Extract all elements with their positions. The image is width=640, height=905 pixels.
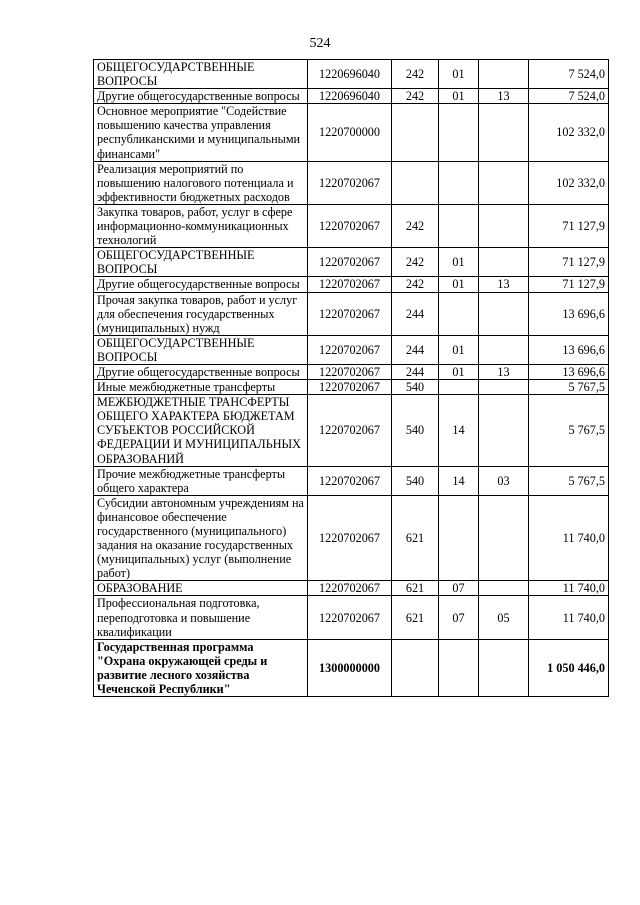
row-name-cell: Другие общегосударственные вопросы bbox=[94, 89, 308, 104]
table-row bbox=[94, 60, 609, 89]
row-subsection-cell bbox=[479, 495, 529, 581]
row-expense-type-cell: 540 bbox=[392, 380, 439, 395]
row-code-cell: 1220702067 bbox=[308, 466, 392, 495]
row-subsection-cell bbox=[479, 380, 529, 395]
row-amount-cell: 102 332,0 bbox=[529, 104, 609, 161]
table-row bbox=[94, 104, 609, 161]
row-section-cell bbox=[439, 204, 479, 247]
row-subsection-cell bbox=[479, 104, 529, 161]
row-section-cell: 01 bbox=[439, 248, 479, 277]
table-row bbox=[94, 495, 609, 581]
row-amount-cell: 11 740,0 bbox=[529, 596, 609, 639]
row-amount-cell: 71 127,9 bbox=[529, 204, 609, 247]
row-section-cell: 07 bbox=[439, 581, 479, 596]
table-row bbox=[94, 89, 609, 104]
row-expense-type-cell: 242 bbox=[392, 277, 439, 292]
row-code-cell: 1300000000 bbox=[308, 639, 392, 696]
row-expense-type-cell: 621 bbox=[392, 581, 439, 596]
row-amount-cell: 7 524,0 bbox=[529, 89, 609, 104]
table-row bbox=[94, 466, 609, 495]
row-section-cell bbox=[439, 161, 479, 204]
row-name-cell: МЕЖБЮДЖЕТНЫЕ ТРАНСФЕРТЫ ОБЩЕГО ХАРАКТЕРА БЮДЖЕТАМ СУБЪЕКТОВ РОССИЙСКОЙ ФЕДЕРАЦИИ И МУНИЦИПАЛЬНЫХ ОБРАЗОВАНИЙ bbox=[94, 395, 308, 466]
row-code-cell: 1220696040 bbox=[308, 60, 392, 89]
row-expense-type-cell: 244 bbox=[392, 364, 439, 379]
row-code-cell: 1220702067 bbox=[308, 581, 392, 596]
row-expense-type-cell: 540 bbox=[392, 466, 439, 495]
row-amount-cell: 5 767,5 bbox=[529, 395, 609, 466]
row-code-cell: 1220702067 bbox=[308, 596, 392, 639]
table-row bbox=[94, 581, 609, 596]
row-name-cell: Закупка товаров, работ, услуг в сфере информационно-коммуникационных технологий bbox=[94, 204, 308, 247]
row-code-cell: 1220696040 bbox=[308, 89, 392, 104]
row-amount-cell: 13 696,6 bbox=[529, 364, 609, 379]
page-number: 524 bbox=[309, 36, 331, 51]
row-code-cell: 1220702067 bbox=[308, 161, 392, 204]
row-subsection-cell bbox=[479, 161, 529, 204]
row-expense-type-cell bbox=[392, 639, 439, 696]
table-row bbox=[94, 161, 609, 204]
row-code-cell: 1220702067 bbox=[308, 495, 392, 581]
row-expense-type-cell: 244 bbox=[392, 335, 439, 364]
row-expense-type-cell: 242 bbox=[392, 89, 439, 104]
row-name-cell: ОБЩЕГОСУДАРСТВЕННЫЕ ВОПРОСЫ bbox=[94, 60, 308, 89]
row-name-cell: Основное мероприятие "Содействие повышению качества управления республиканскими и муниципальными финансами" bbox=[94, 104, 308, 161]
row-subsection-cell: 05 bbox=[479, 596, 529, 639]
row-amount-cell: 102 332,0 bbox=[529, 161, 609, 204]
row-subsection-cell: 03 bbox=[479, 466, 529, 495]
row-code-cell: 1220702067 bbox=[308, 292, 392, 335]
row-expense-type-cell: 242 bbox=[392, 248, 439, 277]
row-expense-type-cell: 540 bbox=[392, 395, 439, 466]
table-row bbox=[94, 380, 609, 395]
row-section-cell: 01 bbox=[439, 364, 479, 379]
row-name-cell: ОБЩЕГОСУДАРСТВЕННЫЕ ВОПРОСЫ bbox=[94, 248, 308, 277]
table-row bbox=[94, 277, 609, 292]
row-name-cell: ОБРАЗОВАНИЕ bbox=[94, 581, 308, 596]
row-subsection-cell bbox=[479, 335, 529, 364]
row-section-cell bbox=[439, 104, 479, 161]
row-amount-cell: 1 050 446,0 bbox=[529, 639, 609, 696]
table-row bbox=[94, 364, 609, 379]
table-row bbox=[94, 248, 609, 277]
row-amount-cell: 5 767,5 bbox=[529, 466, 609, 495]
row-section-cell bbox=[439, 639, 479, 696]
row-name-cell: Реализация мероприятий по повышению налогового потенциала и эффективности бюджетных расходов bbox=[94, 161, 308, 204]
row-expense-type-cell: 244 bbox=[392, 292, 439, 335]
row-subsection-cell: 13 bbox=[479, 277, 529, 292]
row-name-cell: Профессиональная подготовка, переподготовка и повышение квалификации bbox=[94, 596, 308, 639]
row-subsection-cell bbox=[479, 60, 529, 89]
table-row bbox=[94, 292, 609, 335]
row-section-cell: 01 bbox=[439, 89, 479, 104]
row-expense-type-cell bbox=[392, 161, 439, 204]
row-subsection-cell bbox=[479, 395, 529, 466]
table-row bbox=[94, 395, 609, 466]
row-section-cell: 07 bbox=[439, 596, 479, 639]
row-name-cell: Другие общегосударственные вопросы bbox=[94, 277, 308, 292]
row-section-cell: 01 bbox=[439, 60, 479, 89]
row-amount-cell: 13 696,6 bbox=[529, 335, 609, 364]
row-code-cell: 1220702067 bbox=[308, 395, 392, 466]
row-subsection-cell bbox=[479, 639, 529, 696]
row-code-cell: 1220702067 bbox=[308, 364, 392, 379]
table-row bbox=[94, 596, 609, 639]
row-name-cell: Государственная программа "Охрана окружающей среды и развитие лесного хозяйства Чеченской Республики" bbox=[94, 639, 308, 696]
row-name-cell: Другие общегосударственные вопросы bbox=[94, 364, 308, 379]
row-code-cell: 1220702067 bbox=[308, 248, 392, 277]
row-expense-type-cell: 621 bbox=[392, 495, 439, 581]
row-amount-cell: 71 127,9 bbox=[529, 277, 609, 292]
row-code-cell: 1220702067 bbox=[308, 277, 392, 292]
budget-table bbox=[93, 59, 609, 697]
row-section-cell: 14 bbox=[439, 395, 479, 466]
row-expense-type-cell bbox=[392, 104, 439, 161]
table-row bbox=[94, 335, 609, 364]
table-row bbox=[94, 639, 609, 696]
row-name-cell: ОБЩЕГОСУДАРСТВЕННЫЕ ВОПРОСЫ bbox=[94, 335, 308, 364]
row-amount-cell: 5 767,5 bbox=[529, 380, 609, 395]
row-section-cell bbox=[439, 495, 479, 581]
row-name-cell: Прочие межбюджетные трансферты общего характера bbox=[94, 466, 308, 495]
row-subsection-cell bbox=[479, 581, 529, 596]
row-code-cell: 1220702067 bbox=[308, 204, 392, 247]
row-amount-cell: 13 696,6 bbox=[529, 292, 609, 335]
row-expense-type-cell: 242 bbox=[392, 204, 439, 247]
row-code-cell: 1220702067 bbox=[308, 335, 392, 364]
row-code-cell: 1220702067 bbox=[308, 380, 392, 395]
row-subsection-cell bbox=[479, 204, 529, 247]
row-amount-cell: 7 524,0 bbox=[529, 60, 609, 89]
row-expense-type-cell: 242 bbox=[392, 60, 439, 89]
row-subsection-cell bbox=[479, 292, 529, 335]
row-subsection-cell: 13 bbox=[479, 364, 529, 379]
table-row bbox=[94, 204, 609, 247]
row-section-cell: 01 bbox=[439, 277, 479, 292]
row-name-cell: Прочая закупка товаров, работ и услуг для обеспечения государственных (муниципальных) нужд bbox=[94, 292, 308, 335]
row-section-cell bbox=[439, 380, 479, 395]
row-amount-cell: 11 740,0 bbox=[529, 581, 609, 596]
row-subsection-cell bbox=[479, 248, 529, 277]
row-name-cell: Субсидии автономным учреждениям на финансовое обеспечение государственного (муниципального) задания на оказание государственных (муниципальных) услуг (выполнение работ) bbox=[94, 495, 308, 581]
row-section-cell: 14 bbox=[439, 466, 479, 495]
row-name-cell: Иные межбюджетные трансферты bbox=[94, 380, 308, 395]
row-amount-cell: 71 127,9 bbox=[529, 248, 609, 277]
row-subsection-cell: 13 bbox=[479, 89, 529, 104]
table-body bbox=[94, 60, 609, 697]
row-expense-type-cell: 621 bbox=[392, 596, 439, 639]
row-section-cell bbox=[439, 292, 479, 335]
row-amount-cell: 11 740,0 bbox=[529, 495, 609, 581]
row-section-cell: 01 bbox=[439, 335, 479, 364]
row-code-cell: 1220700000 bbox=[308, 104, 392, 161]
